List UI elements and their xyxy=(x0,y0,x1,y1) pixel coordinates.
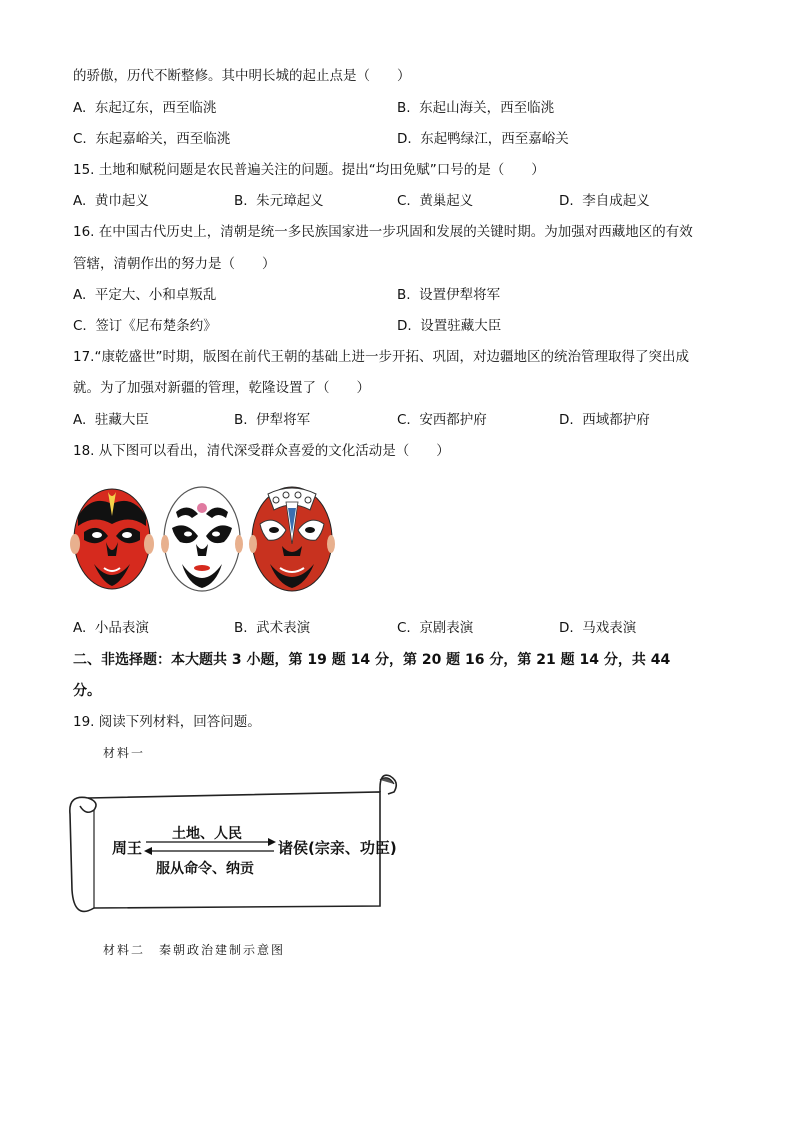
q15-option-c: C. 黄巢起义 xyxy=(397,193,474,209)
ornate-opera-mask xyxy=(249,487,335,591)
q17-option-d: D. 西域都护府 xyxy=(559,412,650,428)
material-1-scroll-diagram xyxy=(68,770,400,932)
section-2-heading-line1: 二、非选择题：本大题共 3 小题，第 19 题 14 分，第 20 题 16 分，第 21 题 14 分，共 44 xyxy=(73,652,671,668)
q15-option-b: B. 朱元璋起义 xyxy=(234,193,324,209)
q18-option-c: C. 京剧表演 xyxy=(397,620,474,636)
q18-option-b: B. 武术表演 xyxy=(234,620,311,636)
q15-option-d: D. 李自成起义 xyxy=(559,193,650,209)
q16-stem-line1: 16. 在中国古代历史上，清朝是统一多民族国家进一步巩固和发展的关键时期。为加强对西藏地区的有效 xyxy=(73,224,693,240)
q14-option-a: A. 东起辽东，西至临洮 xyxy=(73,100,217,116)
q16-stem-line2: 管辖，清朝作出的努力是（ ） xyxy=(73,256,276,272)
land-people-label: 土地、人民 xyxy=(172,826,242,842)
q18-stem: 18. 从下图可以看出，清代深受群众喜爱的文化活动是（ ） xyxy=(73,443,450,459)
zhou-king-label: 周王 xyxy=(112,839,143,857)
red-opera-mask xyxy=(70,489,154,589)
q14-option-b: B. 东起山海关，西至临洮 xyxy=(397,100,555,116)
opera-masks-image xyxy=(70,484,340,594)
q16-option-b: B. 设置伊犁将军 xyxy=(397,287,501,303)
q15-stem: 15. 土地和赋税问题是农民普遍关注的问题。提出“均田免赋”口号的是（ ） xyxy=(73,162,545,178)
q18-option-a: A. 小品表演 xyxy=(73,620,149,636)
q16-option-c: C. 签订《尼布楚条约》 xyxy=(73,318,217,334)
q19-stem: 19. 阅读下列材料，回答问题。 xyxy=(73,714,261,730)
q14-option-c: C. 东起嘉峪关，西至临洮 xyxy=(73,131,231,147)
q17-option-a: A. 驻藏大臣 xyxy=(73,412,149,428)
q17-option-c: C. 安西都护府 xyxy=(397,412,487,428)
q16-option-a: A. 平定大、小和卓叛乱 xyxy=(73,287,217,303)
vassals-label: 诸侯(宗亲、功臣) xyxy=(278,839,397,857)
white-opera-mask xyxy=(161,487,243,591)
material-2-caption: 材料二 秦朝政治建制示意图 xyxy=(103,943,286,957)
q18-option-d: D. 马戏表演 xyxy=(559,620,637,636)
obey-tribute-label: 服从命令、纳贡 xyxy=(156,861,254,877)
q17-stem-line2: 就。为了加强对新疆的管理，乾隆设置了（ ） xyxy=(73,380,370,396)
material-1-label: 材料一 xyxy=(103,746,146,760)
q14-option-d: D. 东起鸭绿江，西至嘉峪关 xyxy=(397,131,569,147)
q17-option-b: B. 伊犁将军 xyxy=(234,412,311,428)
q15-option-a: A. 黄巾起义 xyxy=(73,193,149,209)
q17-stem-line1: 17.“康乾盛世”时期，版图在前代王朝的基础上进一步开拓、巩固，对边疆地区的统治管理取得了突出成 xyxy=(73,349,689,365)
q14-stem-tail: 的骄傲，历代不断整修。其中明长城的起止点是（ ） xyxy=(73,68,411,84)
section-2-heading-line2: 分。 xyxy=(73,683,101,699)
q16-option-d: D. 设置驻藏大臣 xyxy=(397,318,502,334)
